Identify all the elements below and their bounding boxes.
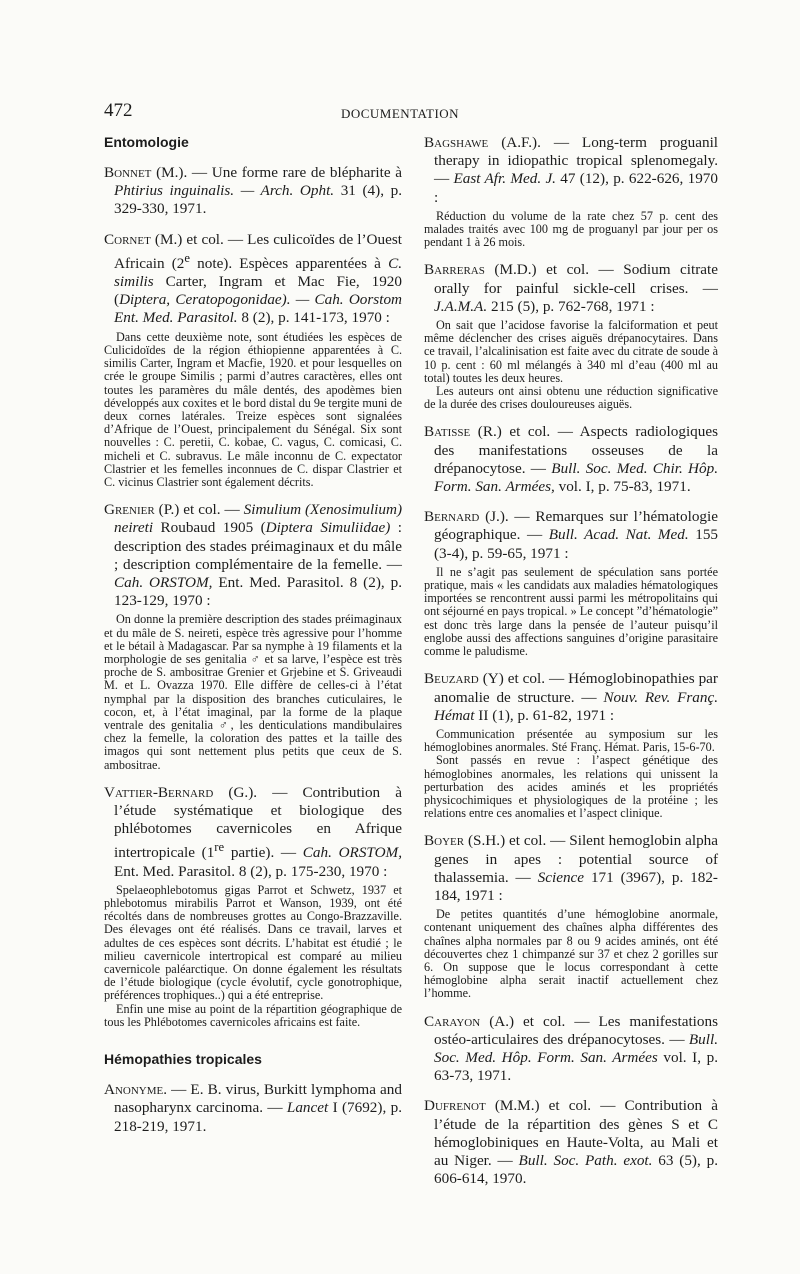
- citation: Anonyme. — E. B. virus, Burkitt lymphoma and nasopharynx carcinoma. — Lancet I (7692), p. 218-219, 1971.: [104, 1081, 402, 1135]
- abstract: Spelaeophlebotomus gigas Parrot et Schwetz, 1937 et phlebotomus mirabilis Parrot et Wanson, 1939, ont été récoltés dans de nombreuses grottes au Congo-Brazzaville. Des élevages ont été réalisés. Dans ce travail, larves et adultes de ces espèces sont décrits. L’habitat est étudié ; le milieu cavernicole intertropical est comparé au milieu cavernicole paléarctique. On donne également les résultats de l’étude biologique (cycle évolutif, cycle gonotrophique, préférences trophiques..) qui a été entreprise. Enfin une mise au point de la répartition géographique de tous les Phlébotomes cavernicoles africains est faite.: [104, 882, 402, 1029]
- author: Bagshawe: [424, 134, 489, 151]
- right-column: [424, 134, 718, 1200]
- running-head: DOCUMENTATION: [340, 106, 460, 121]
- abstract: De petites quantités d’une hémoglobine anormale, contenant uniquement des chaînes alpha différentes des chaînes alpha normales par 8 ou 9 acides aminés, ont été découvertes chez 1 chimpanzé sur 37 et chez 2 gorilles sur 6. On suppose que le locus correspondant à cette hémoglobine alpha serait inactif actuellement chez l’homme.: [424, 907, 718, 1001]
- citation: Carayon (A.) et col. — Les manifestations ostéo-articulaires des drépanocytoses. — Bull. Soc. Med. Hôp. Form. San. Armées vol. I, p. 63-73, 1971.: [424, 1012, 719, 1085]
- citation: Grenier (P.) et col. — Simulium (Xenosimulium) neireti Roubaud 1905 (Diptera Simuliidae) : description des stades préimaginaux et du mâle ; description complémentaire de la femelle. — Cah. ORSTOM, Ent. Med. Parasitol. 8 (2), p. 123-129, 1970 :: [104, 501, 403, 610]
- entry-carayon: [424, 1013, 718, 1086]
- citation: Vattier-Bernard (G.). — Contribution à l’étude systématique et biologique des phlébotomes cavernicoles en Afrique intertropicale (1re partie). — Cah. ORSTOM, Ent. Med. Parasitol. 8 (2), p. 175-230, 1970 :: [104, 783, 402, 880]
- entry-dufrenot: [424, 1097, 718, 1188]
- author: Cornet: [104, 230, 151, 248]
- citation: Bagshawe (A.F.). — Long-term proguanil therapy in idiopathic tropical splenomegaly. — East Afr. Med. J. 47 (12), p. 622-626, 1970 :: [424, 134, 719, 206]
- section-title-entomologie: Entomologie: [104, 134, 189, 150]
- entry-vattier-bernard: [104, 784, 402, 1029]
- entry-boyer: [424, 832, 718, 1000]
- page-number: 472: [104, 100, 133, 121]
- author: Bernard: [424, 508, 480, 526]
- author: Anonyme.: [104, 1081, 168, 1099]
- author: Bonnet: [104, 164, 152, 181]
- citation: Bonnet (M.). — Une forme rare de blépharite à Phtirius inguinalis. — Arch. Opht. 31 (4), p. 329-330, 1971.: [104, 164, 403, 218]
- entry-bagshawe: [424, 134, 718, 249]
- author: Vattier-Bernard: [104, 783, 214, 801]
- abstract: Il ne s’agit pas seulement de spéculation sans portée pratique, mais « les candidats aux maladies hématologiques importées se rencontrent aussi parmi les métropolitains qui ont séjourné en pays tropical. » Le concept ”d’hématologie” est donc très large dans la pensée de l’auteur puisqu’il englobe aussi des affections sanguines d’origine parasitaire comme le paludisme.: [424, 564, 718, 659]
- entry-beuzard: [424, 670, 718, 820]
- abstract: Communication présentée au symposium sur les hémoglobines anormales. Sté Franç. Hémat. Paris, 15-6-70. Sont passés en revue : l’aspect génétique des hémoglobines anormales, les relations qui unissent la perturbation des acides aminés et les propriétés physicochimiques et physiologiques de la protéine ; les relations entre ces anomalies et l’aspect clinique.: [424, 726, 718, 821]
- entry-grenier: [104, 501, 402, 772]
- entry-anonyme: [104, 1081, 402, 1136]
- citation: Beuzard (Y) et col. — Hémoglobinopathies par anomalie de structure. — Nouv. Rev. Franç. Hémat II (1), p. 61-82, 1971 :: [424, 670, 718, 724]
- entry-barreras: [424, 261, 718, 411]
- abstract: On donne la première description des stades préimaginaux et du mâle de S. neireti, espèce très agressive pour l’homme et le bétail à Madagascar. Par sa nymphe à 19 filaments et la morphologie de ses genitalia ♂ et sa larve, l’espèce est très proche de S. ambositrae Grenier et Grjebine et S. Griveaudi M. et L. Ovazza 1970. Elle diffère de celles-ci à l’état nymphal par la disposition des branches cuticulaires, le cocon, et, à l’état imaginal, par la forme de la plaque ventrale des genitalia ♂, les denticulations mandibulaires chez la femelle, la coloration des pattes et la taille des imagos qui sont nettement plus petits que ceux de S. ambositrae.: [104, 612, 402, 772]
- citation: Cornet (M.) et col. — Les culicoïdes de l’Ouest Africain (2e note). Espèces apparentées à C. similis Carter, Ingram et Mac Fie, 1920 (Diptera, Ceratopogonidae). — Cah. Oorstom Ent. Med. Parasitol. 8 (2), p. 141-173, 1970 :: [104, 230, 402, 327]
- author: Boyer: [424, 832, 465, 850]
- entry-batisse: [424, 423, 718, 496]
- abstract: Réduction du volume de la rate chez 57 p. cent des malades traités avec 100 mg de proguanyl par jour per os pendant 1 à 26 mois.: [424, 208, 718, 250]
- citation: Boyer (S.H.) et col. — Silent hemoglobin alpha genes in apes : potential source of thalassemia. — Science 171 (3967), p. 182-184, 1971 :: [424, 832, 718, 904]
- abstract: On sait que l’acidose favorise la falciformation et peut même déclencher des crises aiguës drépanocytaires. Dans ce travail, l’alcalinisation est faite avec du citrate de soude à 10 p. cent : 60 ml mélangés à 340 ml d’eau (400 ml au total) toutes les deux heures. Les auteurs ont ainsi obtenu une réduction significative de la durée des crises douloureuses aiguës.: [424, 318, 718, 412]
- section-title-hemopathies: Hémopathies tropicales: [104, 1051, 262, 1068]
- citation: Batisse (R.) et col. — Aspects radiologiques des manifestations osseuses de la drépanocytose. — Bull. Soc. Med. Chir. Hôp. Form. San. Armées, vol. I, p. 75-83, 1971.: [424, 423, 718, 496]
- entry-bernard: [424, 508, 718, 658]
- author: Grenier: [104, 501, 155, 519]
- author: Batisse: [424, 423, 471, 441]
- citation: Dufrenot (M.M.) et col. — Contribution à l’étude de la répartition des gènes S et C hémoglobiniques en Haute-Volta, au Mali et au Niger. — Bull. Soc. Path. exot. 63 (5), p. 606-614, 1970.: [424, 1097, 719, 1188]
- left-column: [104, 134, 402, 1148]
- author: Carayon: [424, 1012, 481, 1030]
- author: Beuzard: [424, 670, 479, 688]
- author: Barreras: [424, 261, 485, 279]
- entry-cornet: [104, 231, 402, 490]
- author: Dufrenot: [424, 1097, 486, 1115]
- entry-bonnet: [104, 164, 402, 219]
- citation: Bernard (J.). — Remarques sur l’hématologie géographique. — Bull. Acad. Nat. Med. 155 (3-4), p. 59-65, 1971 :: [424, 508, 719, 562]
- abstract: Dans cette deuxième note, sont étudiées les espèces de Culicidoïdes de la région éthiopienne apparentées à C. similis Carter, Ingram et Macfie, 1920. et pour lesquelles on crée le groupe Similis ; parmi d’autres caractères, elles ont toutes les paramères du mâle dentés, des apodèmes bien développés aux coxites et le bord distal du 9e tergite muni de deux cornes latérales. Treize espèces sont signalées d’Afrique de l’Ouest, principalement du Sénégal. Six sont nouvelles : C. peretii, C. kobae, C. vagus, C. comicasi, C. micheli et C. subravus. Le mâle inconnu de C. expectator Clastrier et les femelles inconnues de C. dispar Clastrier et C. vicinus Clastrier sont également décrits.: [104, 329, 402, 489]
- citation: Barreras (M.D.) et col. — Sodium citrate orally for painful sickle-cell crises. — J.A.M.A. 215 (5), p. 762-768, 1971 :: [424, 261, 718, 315]
